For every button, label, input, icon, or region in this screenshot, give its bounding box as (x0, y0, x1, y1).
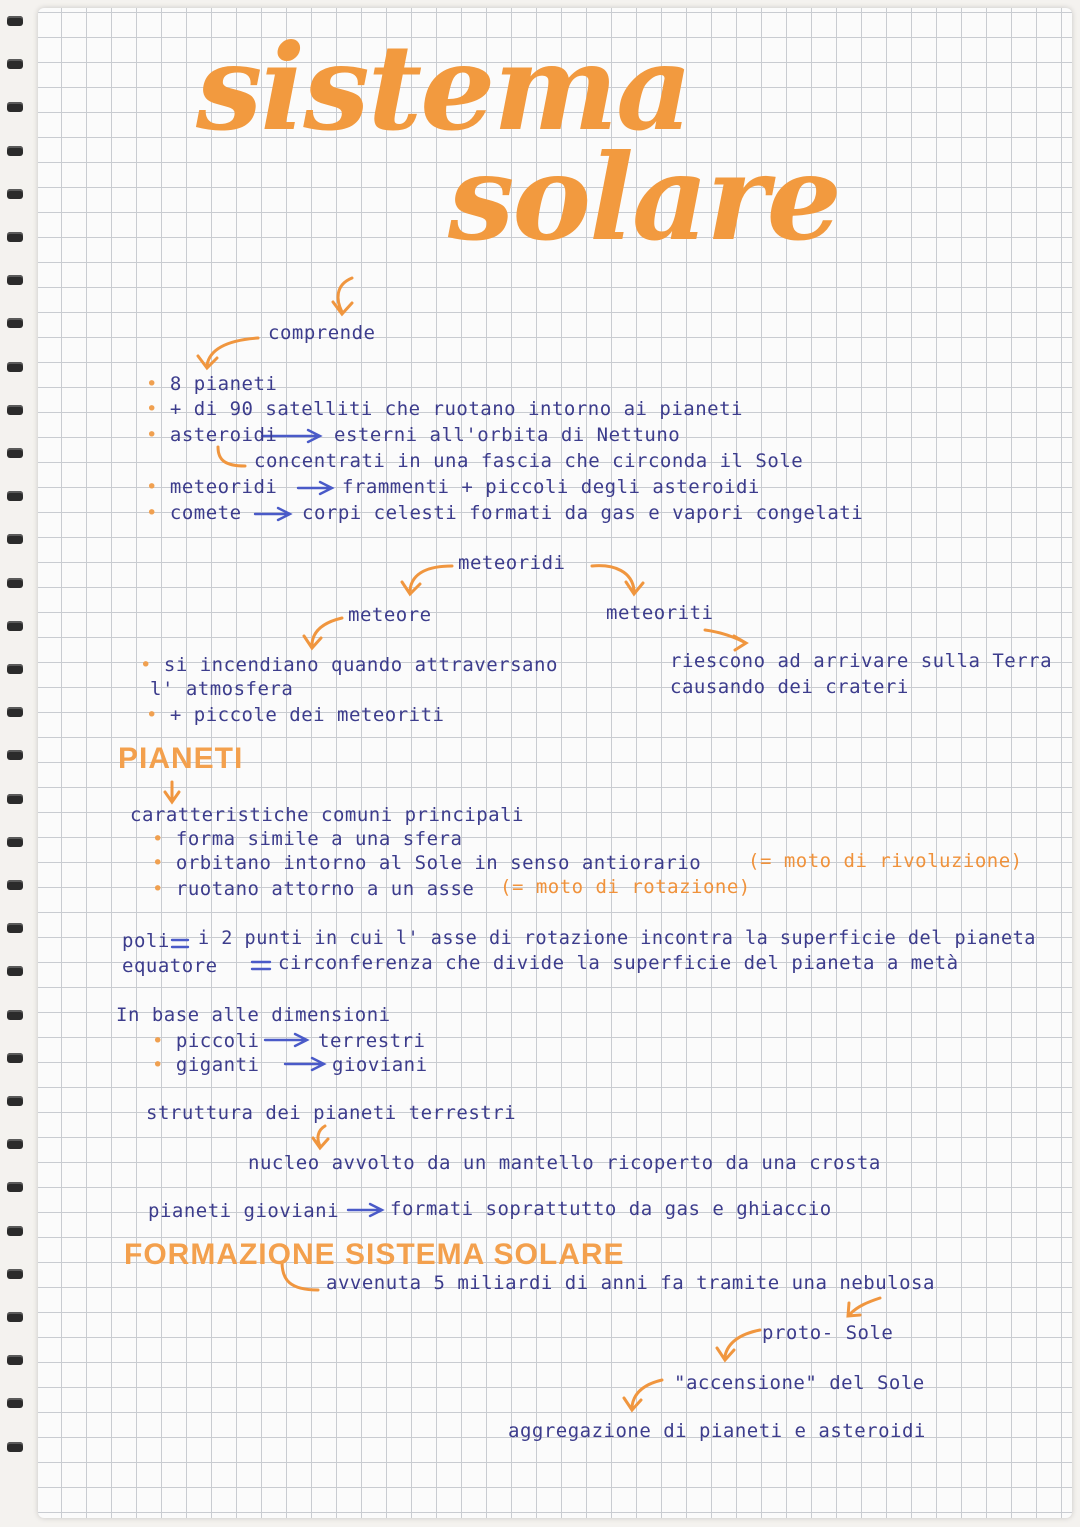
spiral-ring (7, 1226, 23, 1236)
list-item-pianeti: • 8 pianeti (146, 373, 277, 395)
gioviani-desc: formati soprattutto da gas e ghiaccio (390, 1198, 832, 1220)
spiral-ring (7, 275, 23, 285)
meteoriti-desc1: riescono ad arrivare sulla Terra (670, 650, 1053, 672)
rotazione-note: (= moto di rotazione) (500, 876, 751, 898)
tree-left-meteore: meteore (348, 604, 432, 626)
formazione-accensione: "accensione" del Sole (674, 1372, 925, 1394)
spiral-ring (7, 750, 23, 760)
formazione-proto-sole: proto- Sole (762, 1322, 894, 1344)
nucleo-desc: nucleo avvolto da un mantello ricoperto da una crosta (248, 1152, 881, 1174)
tree-right-meteoriti: meteoriti (606, 602, 714, 624)
list-item-comete: • comete (146, 502, 242, 524)
dimensioni-label: In base alle dimensioni (116, 1004, 391, 1026)
spiral-ring (7, 1442, 23, 1452)
spiral-ring (7, 1096, 23, 1106)
spiral-ring (7, 1139, 23, 1149)
meteoridi-desc: frammenti + piccoli degli asteroidi (342, 476, 760, 498)
asteroidi-desc2: concentrati in una fascia che circonda il Sole (254, 450, 804, 472)
spiral-ring (7, 966, 23, 976)
spiral-ring (7, 1312, 23, 1322)
spiral-ring (7, 923, 23, 933)
spiral-ring (7, 794, 23, 804)
struttura-label: struttura dei pianeti terrestri (146, 1102, 517, 1124)
spiral-ring (7, 664, 23, 674)
equatore-label: equatore (122, 955, 218, 977)
spiral-ring (7, 362, 23, 372)
equatore-def: circonferenza che divide la superficie del pianeta a metà (278, 952, 959, 974)
spiral-ring (7, 448, 23, 458)
title-solare: solare (448, 128, 840, 267)
list-item-satelliti: • + di 90 satelliti che ruotano intorno ai pianeti (146, 398, 743, 420)
caratteristica-forma: • forma simile a una sfera (152, 828, 462, 850)
spiral-ring (7, 189, 23, 199)
spiral-ring (7, 1182, 23, 1192)
spiral-ring (7, 491, 23, 501)
spiral-ring (7, 1269, 23, 1279)
meteore-desc3: • + piccole dei meteoriti (146, 704, 445, 726)
poli-label: poli (122, 930, 170, 952)
spiral-ring (7, 1355, 23, 1365)
formazione-heading: FORMAZIONE SISTEMA SOLARE (124, 1238, 625, 1271)
list-item-meteoridi: • meteoridi (146, 476, 277, 498)
dimensioni-piccoli: • piccoli (152, 1030, 259, 1052)
gioviani-label: pianeti gioviani (148, 1200, 340, 1222)
poli-def: i 2 punti in cui l' asse di rotazione incontra la superficie del pianeta (198, 928, 1036, 949)
spiral-ring (7, 880, 23, 890)
title-sistema: sistema (196, 18, 691, 157)
spiral-ring (7, 146, 23, 156)
caratteristica-ruotano: • ruotano attorno a un asse (152, 878, 474, 900)
spiral-ring (7, 837, 23, 847)
formazione-avvenuta: avvenuta 5 miliardi di anni fa tramite una nebulosa (326, 1272, 935, 1294)
asteroidi-desc: esterni all'orbita di Nettuno (334, 424, 681, 446)
tree-root-meteoridi: meteoridi (458, 552, 566, 574)
caratteristica-orbitano: • orbitano intorno al Sole in senso antiorario (152, 852, 701, 874)
rivoluzione-note: (= moto di rivoluzione) (748, 850, 1023, 872)
spiral-ring (7, 534, 23, 544)
spiral-ring (7, 621, 23, 631)
caratteristiche-label: caratteristiche comuni principali (130, 804, 524, 826)
meteoriti-desc2: causando dei crateri (670, 676, 909, 698)
list-item-asteroidi: • asteroidi (146, 424, 277, 446)
spiral-ring (7, 232, 23, 242)
spiral-ring (7, 707, 23, 717)
notebook-spiral (0, 0, 38, 1527)
formazione-aggregazione: aggregazione di pianeti e asteroidi (508, 1420, 926, 1442)
spiral-ring (7, 405, 23, 415)
spiral-ring (7, 16, 23, 26)
meteore-desc1: • si incendiano quando attraversano (140, 654, 558, 676)
spiral-ring (7, 1398, 23, 1408)
spiral-ring (7, 318, 23, 328)
spiral-ring (7, 1053, 23, 1063)
spiral-ring (7, 102, 23, 112)
dimensioni-gioviani: gioviani (332, 1054, 428, 1076)
meteore-desc2: l' atmosfera (150, 678, 294, 700)
spiral-ring (7, 59, 23, 69)
dimensioni-giganti: • giganti (152, 1054, 259, 1076)
comprende-label: comprende (268, 322, 376, 344)
dimensioni-terrestri: terrestri (318, 1030, 426, 1052)
spiral-ring (7, 1010, 23, 1020)
spiral-ring (7, 578, 23, 588)
comete-desc: corpi celesti formati da gas e vapori congelati (302, 502, 864, 524)
pianeti-heading: PIANETI (118, 742, 244, 775)
